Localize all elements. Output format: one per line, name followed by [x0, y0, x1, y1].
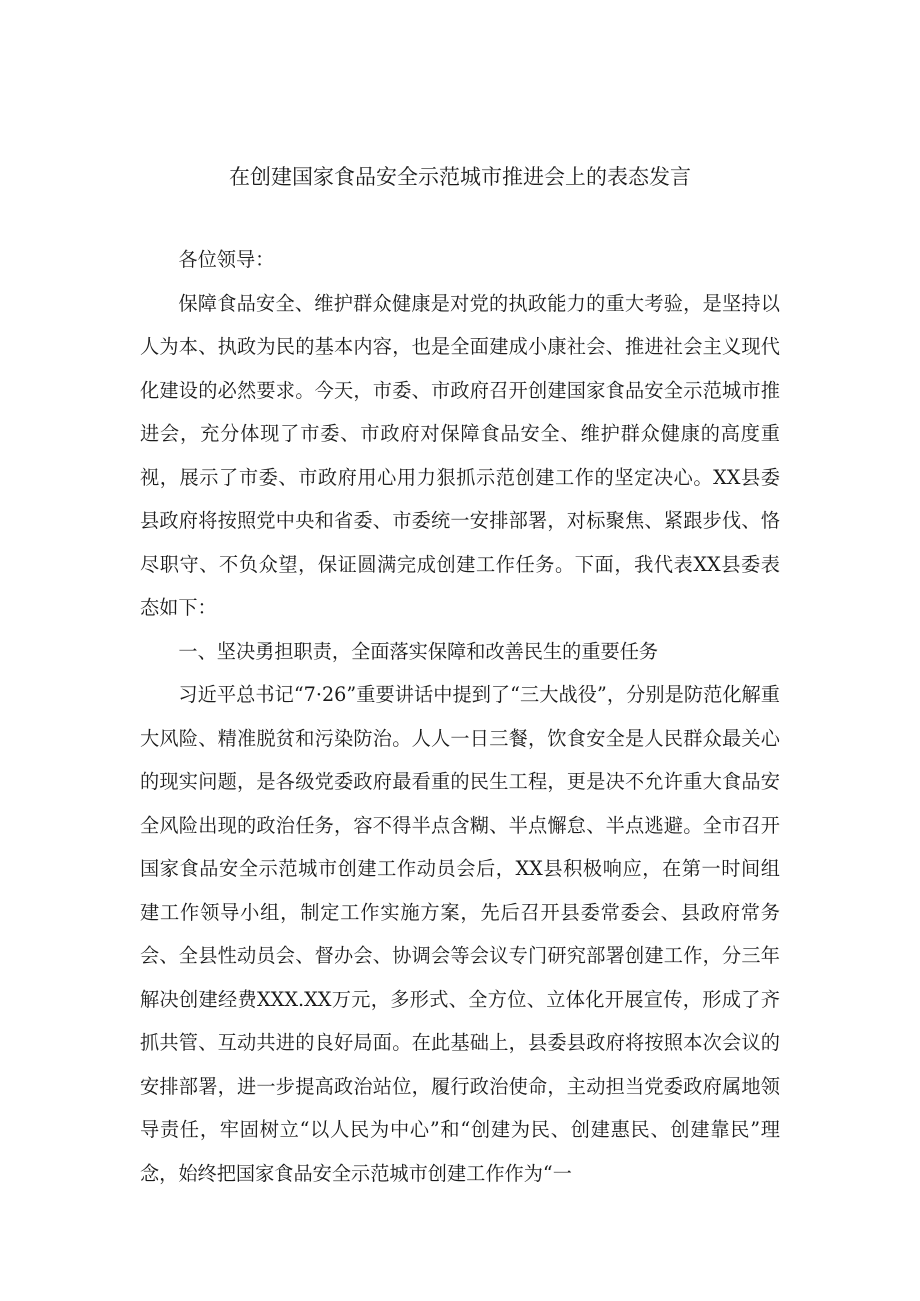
salutation: 各位领导：: [178, 248, 275, 271]
section-heading: 一、坚决勇担职责，全面落实保障和改善民生的重要任务: [178, 639, 659, 663]
intro-paragraph: 保障食品安全、维护群众健康是对党的执政能力的重大考验，是坚持以人为本、执政为民的基本内容，也是全面建成小康社会、推进社会主义现代化建设的必然要求。今天，市委、市政府召开创建国家食品安全示范城市推进会，充分体现了市委、市政府对保障食品安全、维护群众健康的高度重视，展示了市委、市政府用心用力狠抓示范创建工作的坚定决心。XX县委县政府将按照党中央和省委、市委统一安排部署，对标聚焦、紧跟步伐、恪尽职守、不负众望，保证圆满完成创建工作任务。下面，我代表XX县委表态如下：: [140, 291, 780, 619]
document-title: 在创建国家食品安全示范城市推进会上的表态发言: [229, 165, 691, 189]
section-paragraph: 习近平总书记“7·26”重要讲话中提到了“三大战役”，分别是防范化解重大风险、精准脱贫和污染防治。人人一日三餐，饮食安全是人民群众最关心的现实问题，是各级党委政府最看重的民生工程，更是决不允许重大食品安全风险出现的政治任务，容不得半点含糊、半点懈怠、半点逃避。全市召开国家食品安全示范城市创建工作动员会后，XX县积极响应，在第一时间组建工作领导小组，制定工作实施方案，先后召开县委常委会、县政府常务会、全县性动员会、督办会、协调会等会议专门研究部署创建工作，分三年解决创建经费XXX.XX万元，多形式、全方位、立体化开展宣传，形成了齐抓共管、互动共进的良好局面。在此基础上，县委县政府将按照本次会议的安排部署，进一步提高政治站位，履行政治使命，主动担当党委政府属地领导责任，牢固树立“以人民为中心”和“创建为民、创建惠民、创建靠民”理念，始终把国家食品安全示范城市创建工作作为“一: [140, 683, 780, 1185]
document-body: [140, 238, 780, 1195]
